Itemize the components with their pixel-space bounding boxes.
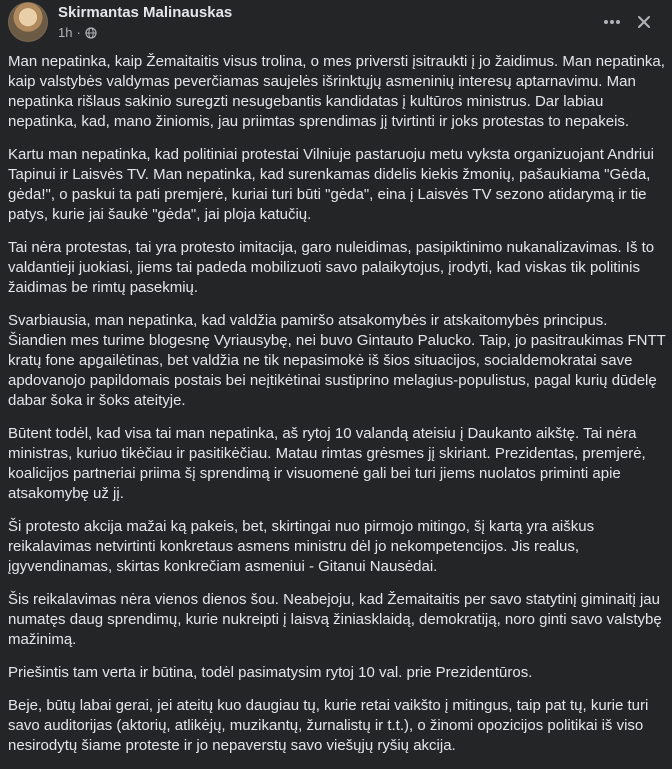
- post-paragraph: Kartu man nepatinka, kad politiniai protestai Vilniuje pastaruoju metu vyksta organizuojant Andriui Tapinui ir Laisvės TV. Man nepatinka, kad surenkamas didelis kiekis žmonių, pašaukiama "Gėda, gėda!", o paskui ta pati premjerė, kuriai turi būti "gėda", eina į Laisvės TV sezono atidarymą ir tie patys, kurie jai šaukė "gėda", jai ploja katučių.: [8, 146, 654, 223]
- post-header: [0, 0, 672, 44]
- more-horizontal-icon: [602, 12, 622, 32]
- post-time[interactable]: 1h: [58, 25, 73, 40]
- post-paragraph: Tai nėra protestas, tai yra protesto imitacija, garo nuleidimas, pasipiktinimo nukanalizavimas. Iš to valdantieji juokiasi, jiems tai padeda mobilizuoti savo palaikytojus, įrodyti, kad viskas tik politinis žaidimas be rimtų pasekmių.: [8, 239, 655, 296]
- post-paragraph: Beje, būtų labai gerai, jei ateitų kuo daugiau tų, kurie retai vaikšto į mitingus, taip pat tų, kurie turi savo auditorijas (aktorių, atlikėjų, muzikantų, žurnalistų ir t.t.), o žinomi opozicijos politikai iš viso nesirodytų šiame proteste ir jo nepaverstų savo viešųjų ryšių akcija.: [8, 697, 649, 754]
- author-avatar[interactable]: [8, 2, 48, 42]
- close-icon: [636, 14, 652, 30]
- post-paragraph: Šis reikalavimas nėra vienos dienos šou. Neabejoju, kad Žemaitaitis per savo statytinį giminaitį jau numatęs daug sprendimų, kurie nukreipti į laisvą žiniasklaidą, demokratiją, noro ginti savo valstybę mažinimą.: [8, 591, 662, 648]
- post-meta: [58, 25, 97, 40]
- close-button[interactable]: [630, 8, 658, 36]
- more-options-button[interactable]: [598, 8, 626, 36]
- post-paragraph: Būtent todėl, kad visa tai man nepatinka, aš rytoj 10 valandą ateisiu į Daukanto aikštę. Tai nėra ministras, kuriuo tikėčiau ir pasitikėčiau. Matau rimtas grėsmes jį skiriant. Prezidentas, premjerė, koalicijos partneriai priima šį sprendimą ir visuomenė gali bei turi jiems nuolatos priminti apie atsakomybę už jį.: [8, 425, 646, 502]
- post-paragraph: Svarbiausia, man nepatinka, kad valdžia pamiršo atsakomybės ir atskaitomybės principus. Šiandien mes turime blogesnę Vyriausybę, nei buvo Gintauto Palucko. Taip, jo pasitraukimas FNTT kratų fone apgailėtinas, bet valdžia ne tik nepasimokė iš šios situacijos, socialdemokratai save apdovanojo papildomais postais bei neįtikėtinai sustiprino melagius-populistus, pagal kurių dūdelę dabar šoka ir šoks ateityje.: [8, 312, 666, 409]
- post-paragraph: Priešintis tam verta ir būtina, todėl pasimatysim rytoj 10 val. prie Prezidentūros.: [8, 664, 533, 681]
- globe-icon[interactable]: [85, 27, 97, 39]
- post-paragraph: Man nepatinka, kaip Žemaitaitis visus trolina, o mes priversti įsitraukti į jo žaidimus. Man nepatinka, kaip valstybės valdymas peverčiamas saujelės išrinktųjų asmeninių interesų aptarnavimu. Man nepatinka rišlaus sakinio suregzti nesugebantis kandidatas į kultūros ministrus. Dar labiau nepatinka, kad, mano žiniomis, jau priimtas sprendimas jį tvirtinti ir joks protestas to nepakeis.: [8, 53, 665, 130]
- meta-separator: ·: [76, 25, 81, 40]
- post-paragraph: Ši protesto akcija mažai ką pakeis, bet, skirtingai nuo pirmojo mitingo, šį kartą yra aiškus reikalavimas netvirtinti konkretaus asmens ministru dėl jo nekompetencijos. Jis realus, įgyvendinamas, skirtas konkrečiam asmeniui - Gitanui Nausėdai.: [8, 518, 595, 575]
- post-body: [8, 52, 668, 769]
- author-name[interactable]: Skirmantas Malinauskas: [58, 4, 233, 21]
